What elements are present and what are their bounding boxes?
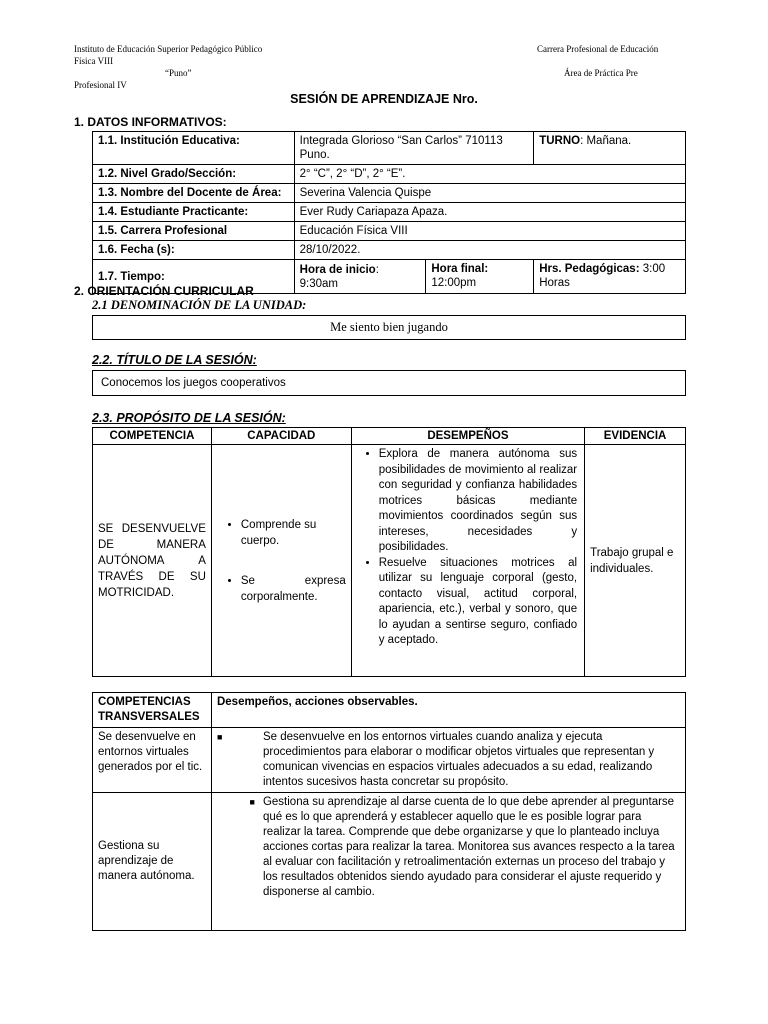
unidad-heading: 2.1 DENOMINACIÓN DE LA UNIDAD: [92,298,307,312]
hrs-ped-unit: Horas [539,277,570,289]
col-header-capacidad: CAPACIDAD [211,428,351,445]
hora-final-label: Hora final: [431,263,489,275]
header-area: Área de Práctica Pre [564,68,638,78]
datos-value-estudiante: Ever Rudy Cariapaza Apaza. [294,203,685,222]
capacidad-item: • Comprende su cuerpo. [241,517,346,549]
transversales-header-right: Desempeños, acciones observables. [211,693,685,728]
transversal-competencia: Gestiona su aprendizaje de manera autónoma. [93,793,212,931]
datos-value-carrera: Educación Física VIII [294,222,685,241]
hrs-ped-value: 3:00 [639,263,666,275]
datos-label-docente: 1.3. Nombre del Docente de Área: [93,184,295,203]
datos-label-estudiante: 1.4. Estudiante Practicante: [93,203,295,222]
titulo-heading: 2.2. TÍTULO DE LA SESIÓN: [92,353,257,367]
datos-value-institucion: Integrada Glorioso “San Carlos” 710113 Puno. [294,132,534,165]
datos-value-docente: Severina Valencia Quispe [294,184,685,203]
col-header-desempenos: DESEMPEÑOS [351,428,584,445]
desempenos-cell [351,445,584,677]
datos-table [92,131,686,294]
section-datos-heading: 1. DATOS INFORMATIVOS: [74,115,227,129]
transversal-competencia: Se desenvuelve en entornos virtuales generados por el tic. [93,728,212,793]
turno-label: TURNO [539,135,581,147]
transversal-desempeno-cell [211,728,685,793]
proposito-heading: 2.3. PROPÓSITO DE LA SESIÓN: [92,411,286,425]
col-header-competencia: COMPETENCIA [93,428,212,445]
datos-label-nivel: 1.2. Nivel Grado/Sección: [93,165,295,184]
datos-hrs-pedagogicas [534,260,686,294]
datos-hora-final [426,260,534,294]
datos-hora-inicio [294,260,426,294]
datos-value-nivel: 2° “C”, 2° “D”, 2° “E”. [294,165,685,184]
datos-label-fecha: 1.6. Fecha (s): [93,241,295,260]
datos-label-tiempo: 1.7. Tiempo: [93,260,295,294]
hora-final-value: 12:00pm [431,277,477,289]
titulo-value: Conocemos los juegos cooperativos [92,370,686,396]
competencia-cell: SE DESENVUELVE DE MANERA AUTÓNOMA A TRAVÉS DE SU MOTRICIDAD. [93,445,212,677]
hora-inicio-value: : 9:30am [299,263,379,290]
datos-turno [534,132,686,165]
hora-inicio-label: Hora de inicio [299,263,376,276]
datos-label-institucion: 1.1. Institución Educativa: [93,132,295,165]
capacidad-item: • Se expresa corporalmente. [241,573,346,605]
header-course: Física VIII [74,56,114,66]
transversal-desempeno-cell [211,793,685,931]
square-bullet-icon: ■ [216,732,223,742]
hrs-ped-label: Hrs. Pedagógicas: [539,263,640,275]
datos-value-fecha: 28/10/2022. [294,241,685,260]
header-career: Carrera Profesional de Educación [537,44,659,54]
header-institute: Instituto de Educación Superior Pedagógico Público [74,44,263,54]
evidencia-cell: Trabajo grupal e individuales. [585,445,686,677]
turno-value: : Mañana. [580,135,632,147]
header-profesional: Profesional IV [74,80,127,90]
unidad-value: Me siento bien jugando [92,315,686,340]
desempeno-item: • Explora de manera autónoma sus posibilidades de movimiento al realizar con seguridad y confianza habilidades motrices básicas mediante movimientos coordinados según sus intereses, necesidades y posibilidades. [379,447,577,556]
header-city: “Puno” [165,68,192,78]
transversales-table [92,692,686,931]
square-bullet-icon: ■ [249,797,255,807]
col-header-evidencia: EVIDENCIA [585,428,686,445]
desempeno-item: • Resuelve situaciones motrices al utilizar su lenguaje corporal (gesto, contacto visual, actitud corporal, apariencia, etc.), verbal y sonoro, que lo ayudan a sentirse seguro, confiado y aceptado. [379,556,577,649]
transversal-desempeno: Gestiona su aprendizaje al darse cuenta de lo que debe aprender al preguntarse qué es lo que aprenderá y establecer aquello que le es posible lograr para realizar la tarea. Comprende que debe organizarse y que lo planteado incluya acciones cortas para realizar la tarea. Monitorea sus avances respecto a la tarea al evaluar con facilitación y retroalimentación externas un proceso del trabajo y los resultados obtenidos siendo ayudado para considerar el ajuste requerido y disponerse al cambio. [262,796,675,898]
section-orientacion-heading: 2. ORIENTACIÓN CURRICULAR [74,284,254,298]
page-title: SESIÓN DE APRENDIZAJE Nro. [290,92,478,106]
datos-label-carrera: 1.5. Carrera Profesional [93,222,295,241]
capacidad-cell [211,445,351,677]
proposito-table [92,427,686,677]
transversal-desempeno: Se desenvuelve en los entornos virtuales cuando analiza y ejecuta procedimientos para elaborar o modificar objetos virtuales que representan y comunican vivencias en espacios virtuales adecuados a su edad, realizando intentos sucesivos hasta concretar su propósito. [262,731,655,788]
transversales-header-left: COMPETENCIAS TRANSVERSALES [93,693,212,728]
